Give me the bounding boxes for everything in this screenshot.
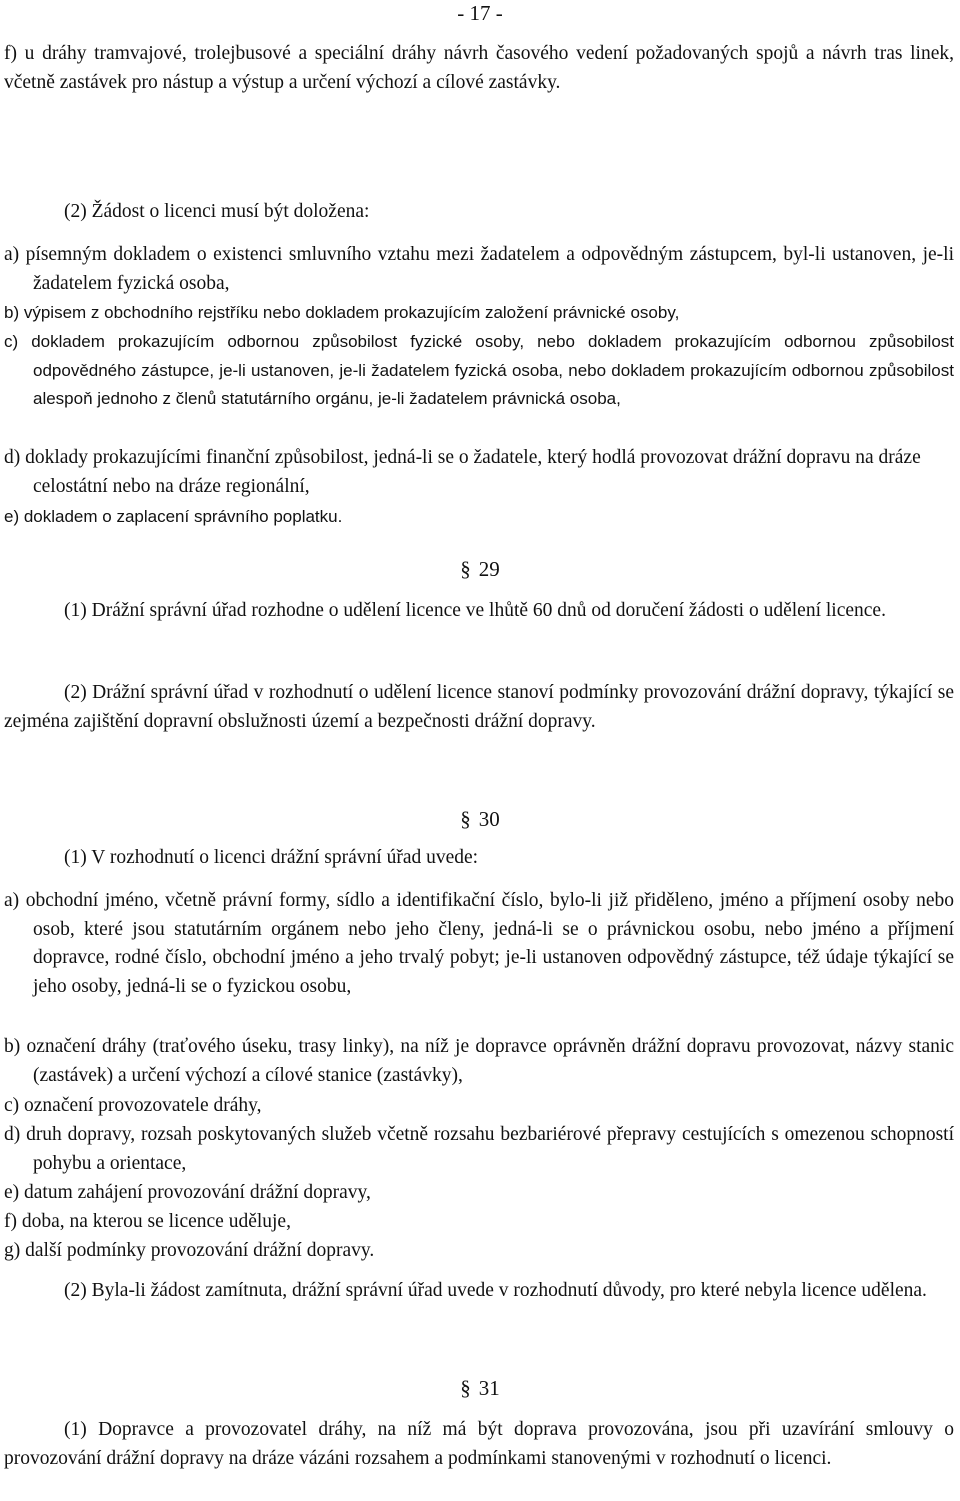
list-item-a: a) písemným dokladem o existenci smluvního vztahu mezi žadatelem a odpovědným zástupcem, byl-li ustanoven, je-li žadatelem fyzická osoba, [4,244,954,294]
section-mark: § [460,1376,471,1400]
section-number: 31 [478,1376,500,1400]
list-item-e: e) datum zahájení provozování drážní dopravy, [4,1182,371,1203]
list-item-g: g) další podmínky provozování drážní dopravy. [4,1240,375,1261]
paragraph-2-intro: (2) Žádost o licenci musí být doložena: [64,201,370,222]
list-item-b: b) výpisem z obchodního rejstříku nebo dokladem prokazujícím založení právnické osoby, [4,303,680,322]
section-29-paragraph-2: (2) Drážní správní úřad v rozhodnutí o udělení licence stanoví podmínky provozování drážní dopravy, týkající se zejména zajištění dopravní obslužnosti území a bezpečnosti drážní dopravy. [4,682,954,732]
section-29-paragraph-1: (1) Drážní správní úřad rozhodne o udělení licence ve lhůtě 60 dnů od doručení žádosti o udělení licence. [64,600,886,621]
list-item-b: b) označení dráhy (traťového úseku, trasy linky), na níž je dopravce oprávněn drážní dopravu provozovat, názvy stanic (zastávek) a určení výchozí a cílové stanice (zastávky), [4,1036,954,1086]
section-mark: § [460,557,471,581]
list-item-a: a) obchodní jméno, včetně právní formy, sídlo a identifikační číslo, bylo-li již přiděleno, jméno a příjmení osoby nebo osob, které jsou statutárním orgánem nebo jeho členy, jedná-li se o právnickou osobu, nebo jméno a příjmení dopravce, rodné číslo, obchodní jméno a jeho trvalý pobyt; je-li ustanoven odpovědný zástupce, též údaje týkající se jeho osoby, jedná-li se o fyzickou osobu, [4,890,954,997]
section-heading-31 [0,1374,960,1403]
list-item-e: e) dokladem o zaplacení správního poplatku. [4,507,343,526]
section-heading-30 [0,805,960,834]
list-item-c: c) dokladem prokazujícím odbornou způsobilost fyzické osoby, nebo dokladem prokazujícím odbornou způsobilost odpovědného zástupce, je-li ustanoven, je-li žadatelem fyzická osoba, nebo dokladem prokazujícím odbornou způsobilost alespoň jednoho z členů statutárního orgánu, je-li žadatelem právnická osoba, [4,332,954,409]
section-heading-29 [0,555,960,584]
section-31-paragraph-1: (1) Dopravce a provozovatel dráhy, na níž má být doprava provozována, jsou při uzavírání smlouvy o provozování drážní dopravy na dráze vázáni rozsahem a podmínkami stanovenými v rozhodnutí o licenci. [4,1419,954,1469]
section-number: 30 [478,807,500,831]
section-mark: § [460,807,471,831]
section-number: 29 [478,557,500,581]
list-item-d: d) doklady prokazujícími finanční způsobilost, jedná-li se o žadatele, který hodlá provozovat drážní dopravu na dráze celostátní nebo na dráze regionální, [4,447,921,497]
page-number: - 17 - [457,1,503,25]
list-item-d: d) druh dopravy, rozsah poskytovaných služeb včetně rozsahu bezbariérové přepravy cestujících s omezenou schopností pohybu a orientace, [4,1124,954,1174]
paragraph-item-f: f) u dráhy tramvajové, trolejbusové a speciální dráhy návrh časového vedení požadovaných spojů a návrh tras linek, včetně zastávek pro nástup a výstup a určení výchozí a cílové zastávky. [4,43,954,93]
list-item-c: c) označení provozovatele dráhy, [4,1095,262,1116]
section-30-paragraph-1-intro: (1) V rozhodnutí o licenci drážní správní úřad uvede: [64,847,479,868]
list-item-f: f) doba, na kterou se licence uděluje, [4,1211,291,1232]
section-30-paragraph-2: (2) Byla-li žádost zamítnuta, drážní správní úřad uvede v rozhodnutí důvody, pro které nebyla licence udělena. [64,1280,927,1301]
